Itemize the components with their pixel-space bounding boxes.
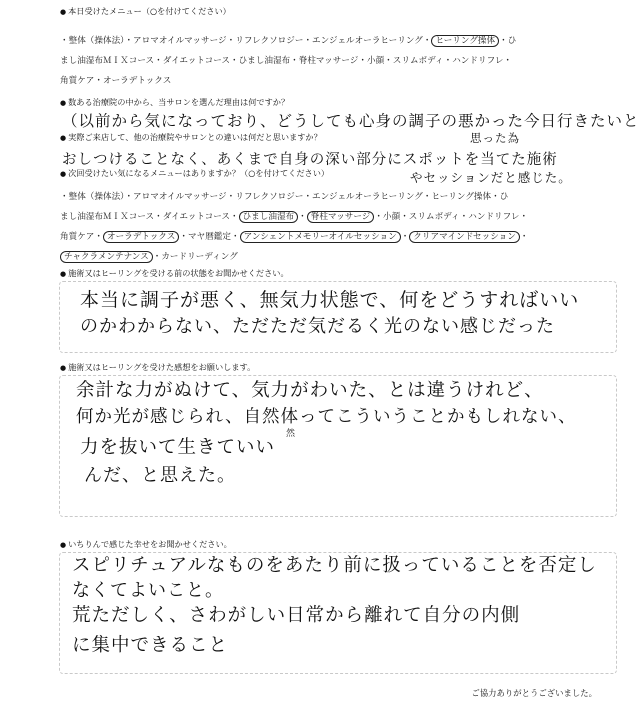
q4-selected-chakra: チャクラメンテナンス bbox=[60, 251, 153, 263]
q4-options-line3a: 角質ケア・ bbox=[60, 232, 103, 242]
q1-options-line1a: ・整体（操体法）・アロマオイルマッサージ・リフレクソロジー・エンジェルオーラヒーリング・ bbox=[60, 36, 432, 46]
q7-answer-line2: なくてよいこと。 bbox=[72, 580, 224, 601]
question-1-label: ● 本日受けたメニュー（○を付けてください） bbox=[60, 6, 231, 18]
q7-answer-line1: スピリチュアルなものをあたり前に扱っていることを否定し bbox=[72, 555, 597, 576]
question-5-label: ● 施術又はヒーリングを受ける前の状態をお聞かせください。 bbox=[60, 268, 289, 280]
q7-answer-line3: 荒ただしく、さわがしい日常から離れて自分の内側 bbox=[72, 605, 521, 626]
q4-sep3: ・ bbox=[519, 232, 529, 242]
q1-options-line2: まし油湿布ＭＩＸコース・ダイエットコース・ひまし油湿布・脊柱マッサージ・小顔・スリムボディ・ハンドリフレ・ bbox=[60, 56, 513, 66]
question-7-label: ● いちりんで感じた幸せをお聞かせください。 bbox=[60, 539, 232, 551]
q4-selected-aura-detox: オーラデトックス bbox=[103, 231, 179, 243]
q5-answer-line1: 本当に調子が悪く、無気力状態で、何をどうすればいい bbox=[80, 289, 580, 311]
q6-answer-line3: 力を抜いて生きていい bbox=[80, 437, 276, 458]
question-4-label: ● 次回受けたい気になるメニューはありますか？（○を付けてください） bbox=[60, 168, 329, 180]
q5-answer-line2: のかわからない、ただただ気だるく光のない感じだった bbox=[80, 316, 555, 337]
q4-selected-ancient-memory: アンシェントメモリーオイルセッション bbox=[240, 231, 401, 243]
q6-answer-line4: んだ、と思えた。 bbox=[84, 465, 236, 486]
menu-options-next bbox=[60, 187, 640, 267]
q4-selected-clear-mind: クリアマインドセッション bbox=[409, 231, 520, 243]
q7-answer-line4: に集中できること bbox=[72, 635, 229, 656]
menu-options-received bbox=[60, 31, 640, 91]
q1-options-line3: 角質ケア・オーラデトックス bbox=[60, 76, 172, 86]
q4-options-line2e: ・小顔・スリムボディ・ハンドリフレ・ bbox=[374, 212, 529, 222]
q4-options-line4b: ・カードリーディング bbox=[152, 252, 238, 262]
q4-selected-sekichu: 脊柱マッサージ bbox=[307, 211, 375, 223]
question-2-label: ● 数ある治療院の中から、当サロンを選んだ理由は何ですか？ bbox=[60, 97, 289, 109]
q4-selected-himashi: ひまし油湿布 bbox=[239, 211, 299, 223]
q4-sep: ・ bbox=[298, 212, 307, 222]
q6-answer-note: 然 bbox=[286, 429, 297, 439]
q2-answer-cont: 思った為 bbox=[470, 131, 520, 145]
thank-you-footer: ご協力ありがとうございました。 bbox=[471, 688, 597, 698]
question-6-label: ● 施術又はヒーリングを受けた感想をお願いします。 bbox=[60, 362, 255, 374]
q1-selected-healing-sotai: ヒーリング操体 bbox=[431, 35, 499, 47]
q6-answer-line1: 余計な力がぬけて、気力がわいた、とは違うけれど、 bbox=[76, 380, 544, 401]
q4-options-line2a: まし油湿布ＭＩＸコース・ダイエットコース・ bbox=[60, 212, 239, 222]
q1-options-line1b: ・ひ bbox=[499, 36, 517, 46]
q4-options-line3c: ・マヤ暦鑑定・ bbox=[179, 232, 240, 242]
q2-answer: （以前から気になっており、どうしても心身の調子の悪かった今日行きたいと bbox=[62, 112, 640, 130]
q3-answer-line2: やセッションだと感じた。 bbox=[410, 170, 572, 185]
q4-sep2: ・ bbox=[400, 232, 410, 242]
q4-options-line1: ・整体（操体法）・アロマオイルマッサージ・リフレクソロジー・エンジェルオーラヒーリング・ヒーリング操体・ひ bbox=[60, 192, 509, 202]
q3-answer-line1: おしつけることなく、あくまで自身の深い部分にスポットを当てた施術 bbox=[62, 152, 558, 168]
q6-answer-line2: 何か光が感じられ、自然体ってこういうことかもしれない、 bbox=[76, 407, 577, 427]
question-3-label: ● 実際ご来店して、他の治療院やサロンとの違いは何だと思いますか？ bbox=[60, 132, 322, 144]
